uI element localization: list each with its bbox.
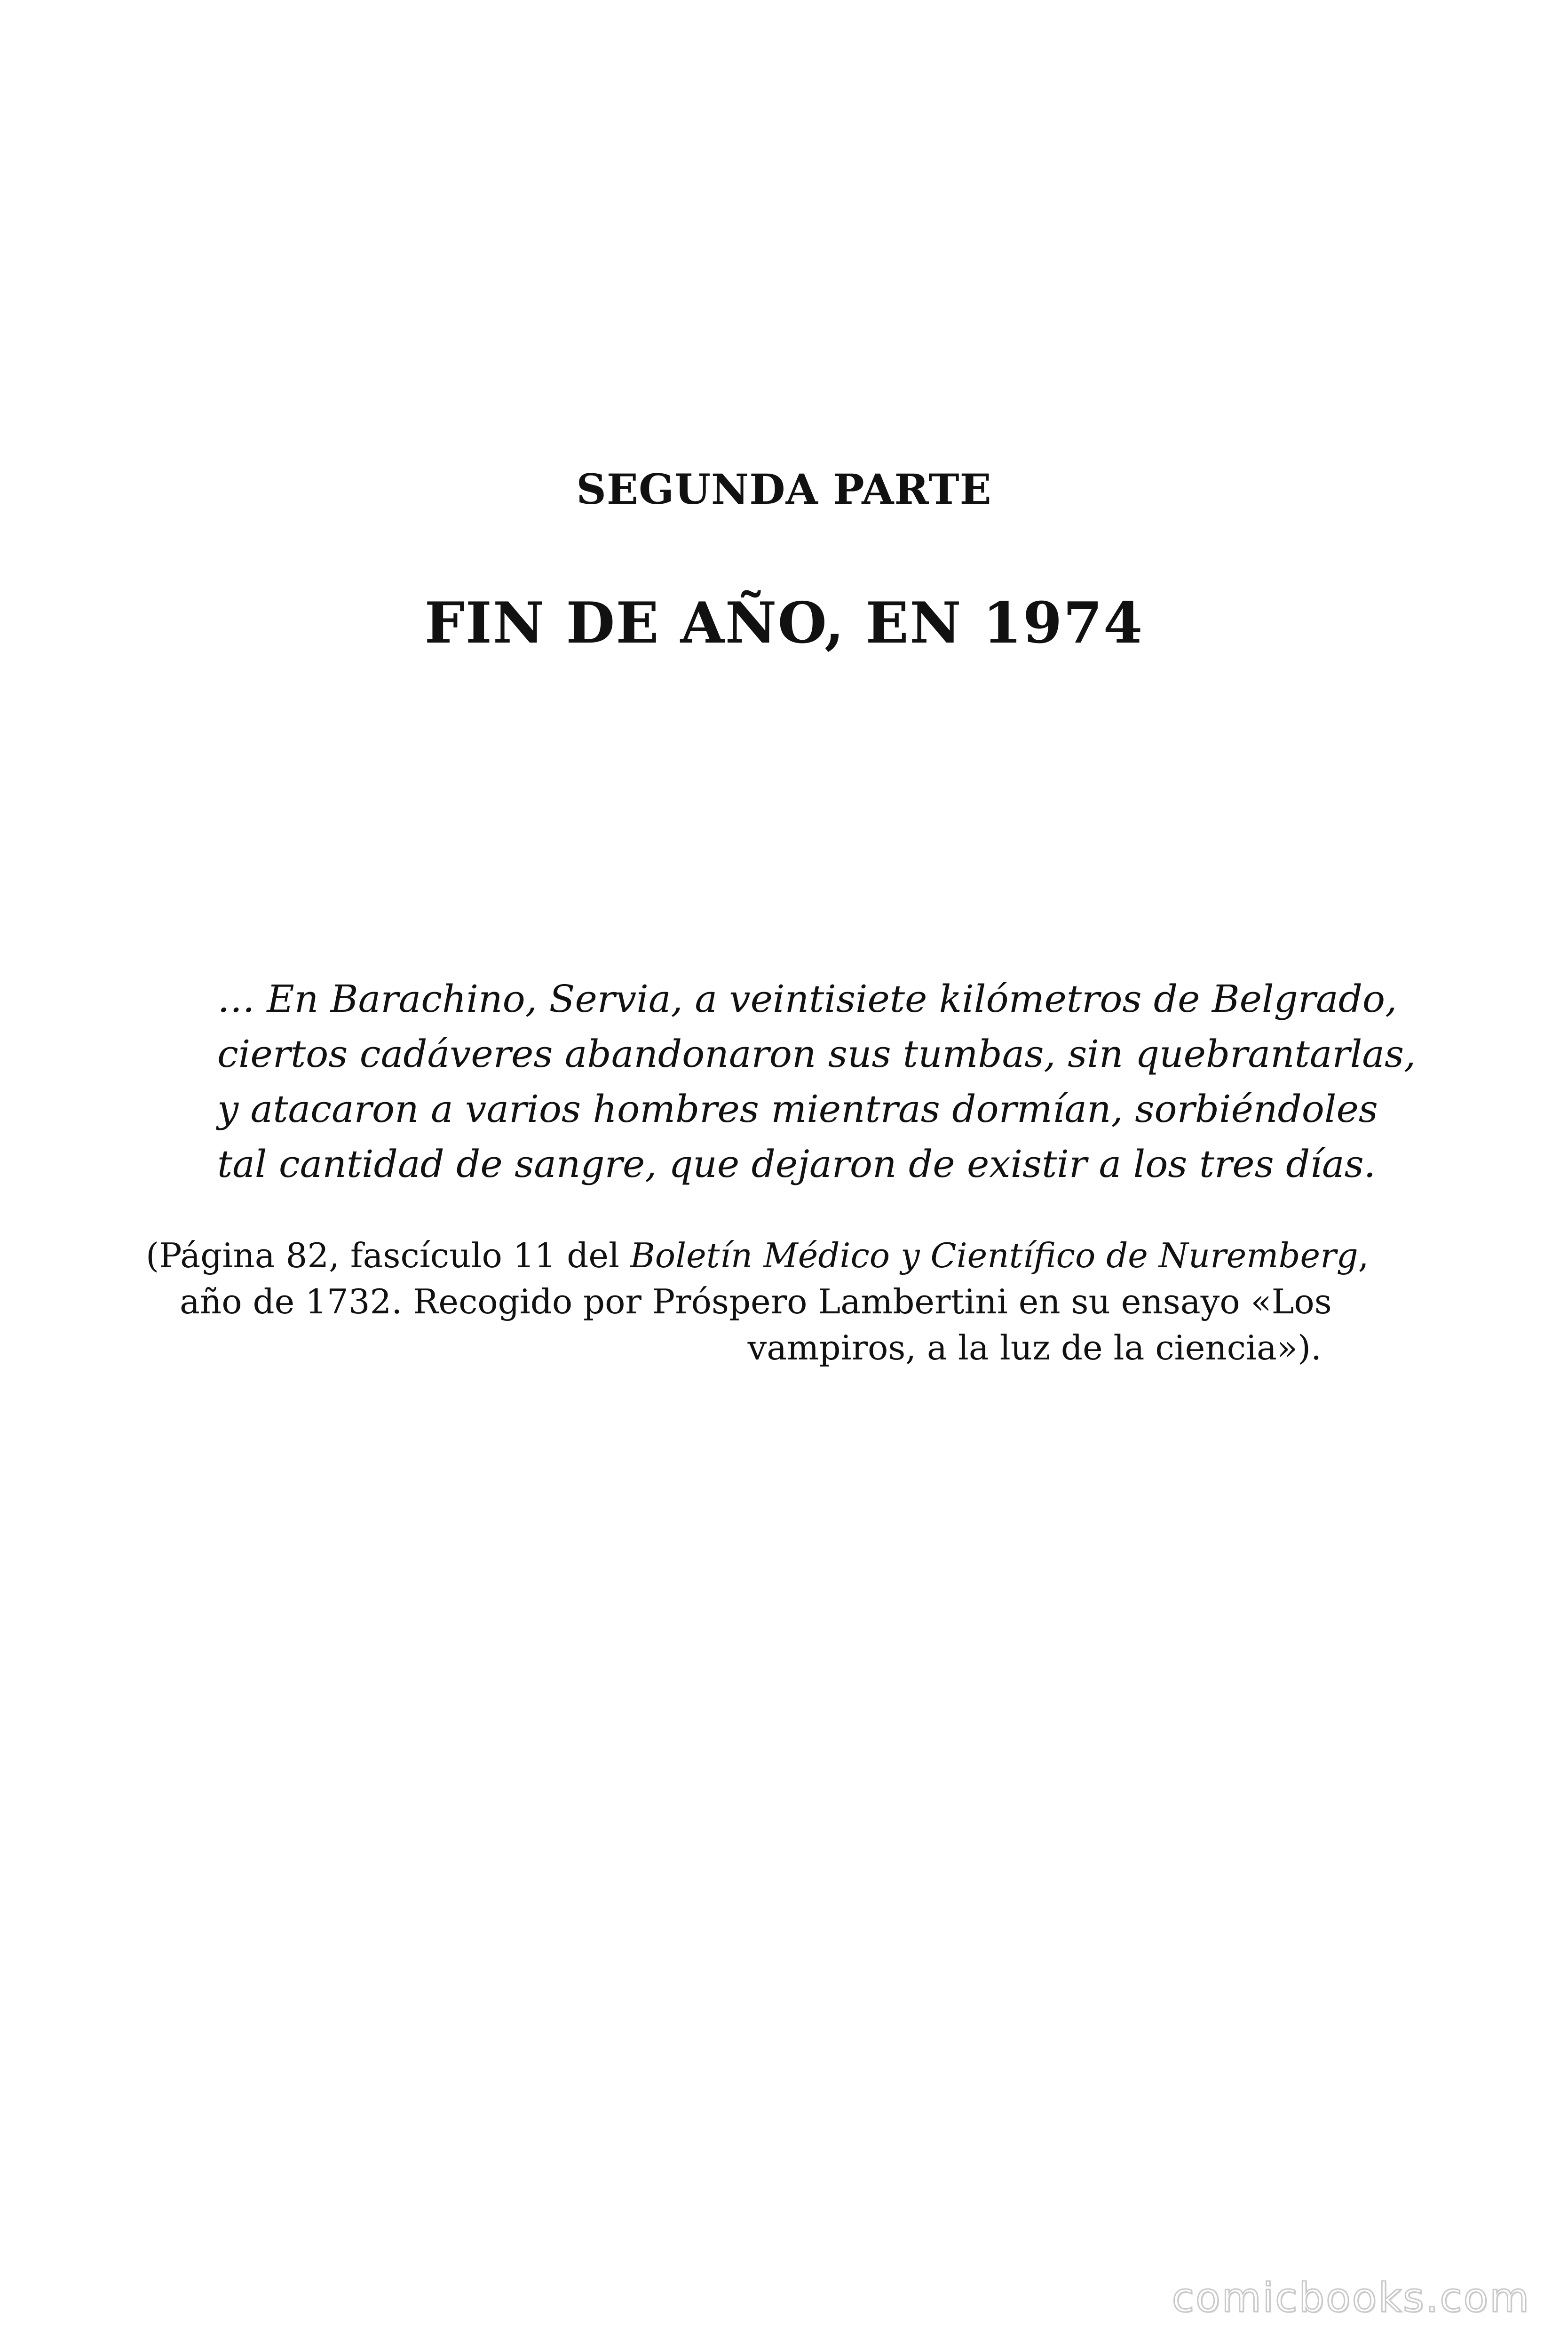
epigraph-line: ciertos cadáveres abandonaron sus tumbas, sin quebrantarlas, xyxy=(217,1032,1416,1076)
citation-line-2: año de 1732. Recogido por Próspero Lambertini en su ensayo «Los xyxy=(180,1282,1332,1321)
epigraph-line: tal cantidad de sangre, que dejaron de existir a los tres días. xyxy=(217,1142,1376,1186)
part-label: SEGUNDA PARTE xyxy=(576,465,992,514)
epigraph-line: … En Barachino, Servia, a veintisiete kilómetros de Belgrado, xyxy=(217,977,1397,1021)
citation-suffix: , xyxy=(1358,1236,1369,1275)
epigraph-line: y atacaron a varios hombres mientras dormían, sorbiéndoles xyxy=(217,1087,1378,1131)
watermark: comicbooks.com xyxy=(1172,2274,1530,2321)
citation-line-3: vampiros, a la luz de la ciencia»). xyxy=(747,1328,1322,1367)
citation-prefix: (Página 82, fascículo 11 del xyxy=(146,1236,630,1275)
citation-source-title: Boletín Médico y Científico de Nuremberg xyxy=(630,1236,1358,1275)
citation-line-1 xyxy=(146,1232,1369,1279)
epigraph xyxy=(217,971,1416,1192)
citation xyxy=(146,1232,1369,1371)
part-title: FIN DE AÑO, EN 1974 xyxy=(424,590,1144,656)
